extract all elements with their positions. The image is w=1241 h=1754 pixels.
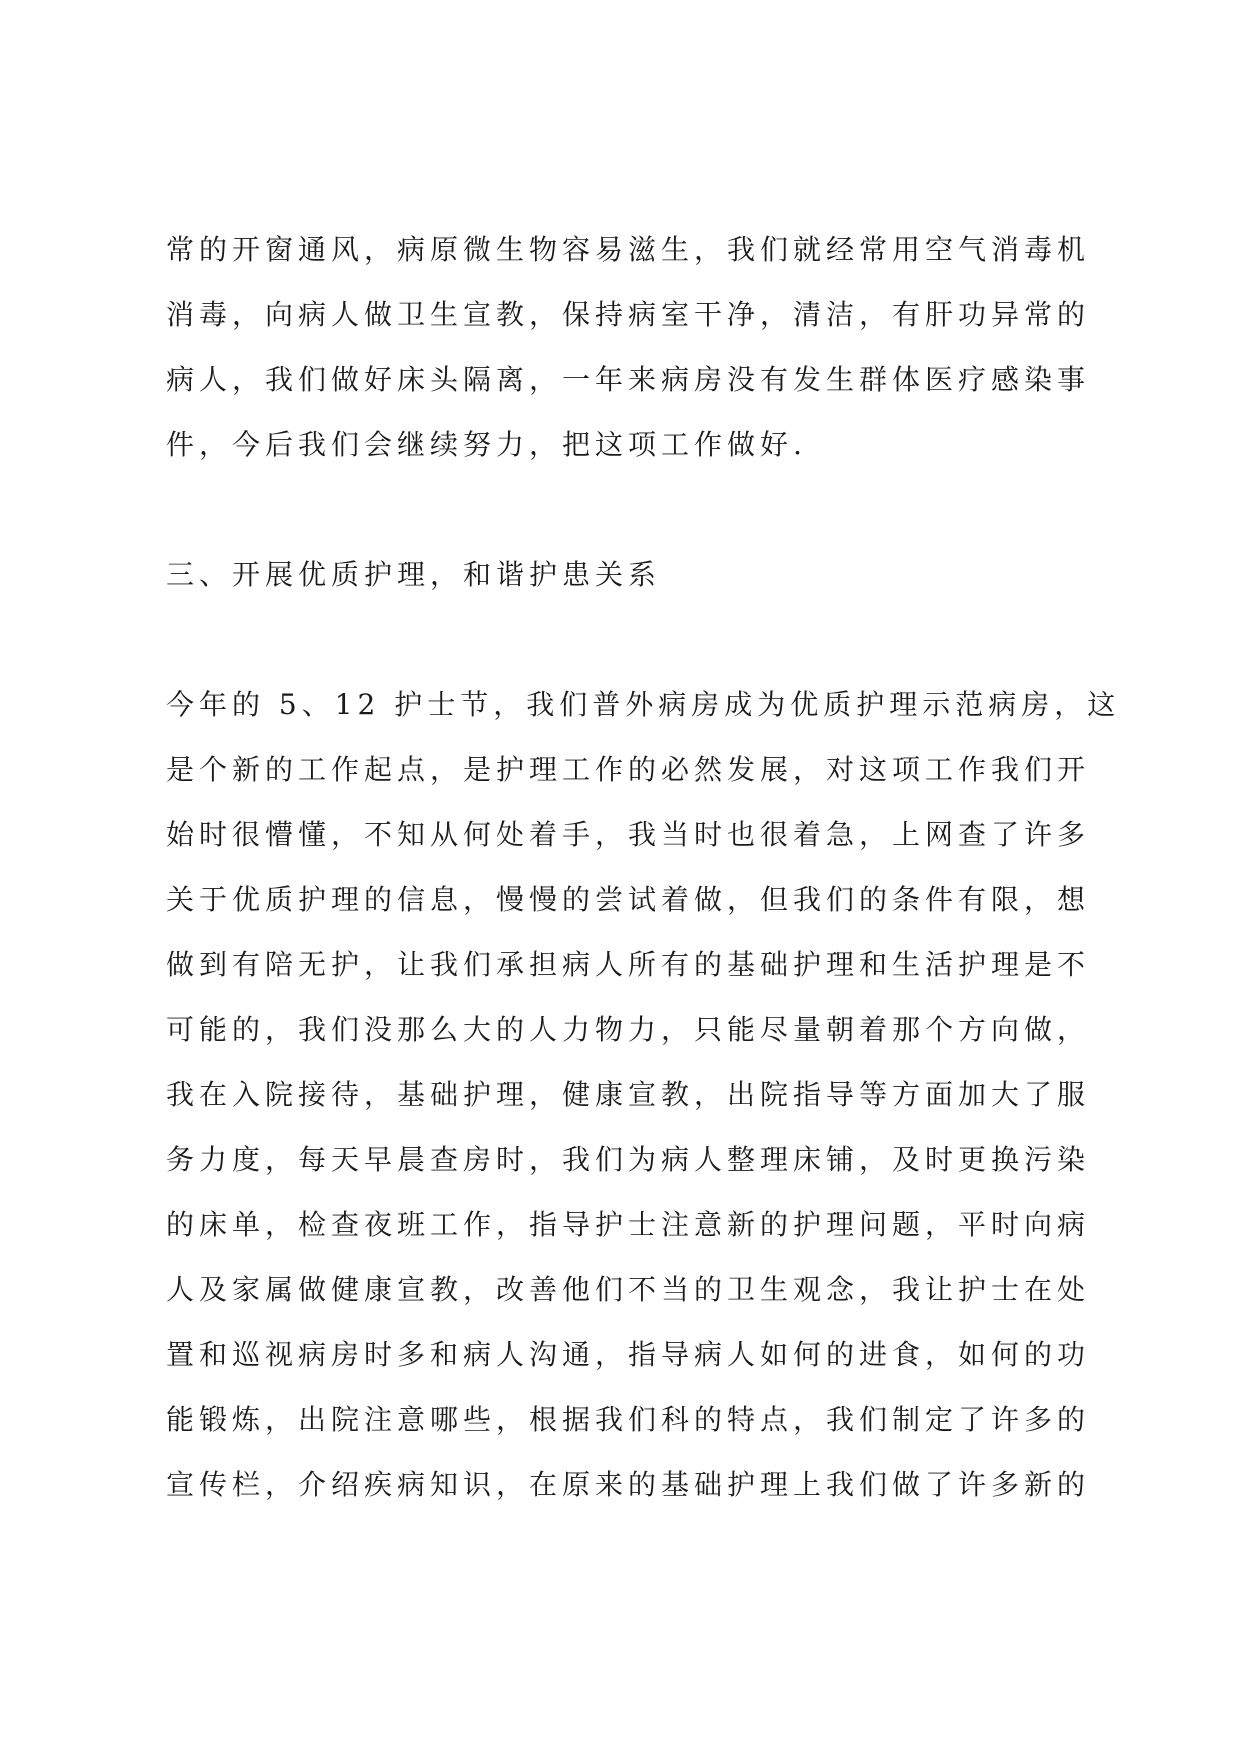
paragraph-line: 做到有陪无护，让我们承担病人所有的基础护理和生活护理是不 (166, 948, 1091, 981)
paragraph-line: 的床单，检查夜班工作，指导护士注意新的护理问题，平时向病 (166, 1208, 1091, 1241)
paragraph-line: 我在入院接待，基础护理，健康宣教，出院指导等方面加大了服 (166, 1078, 1091, 1111)
paragraph-line: 可能的，我们没那么大的人力物力，只能尽量朝着那个方向做， (166, 1013, 1091, 1046)
paragraph-line: 件，今后我们会继续努力，把这项工作做好. (166, 428, 807, 461)
paragraph-line: 人及家属做健康宣教，改善他们不当的卫生观念，我让护士在处 (166, 1273, 1091, 1306)
paragraph-line: 是个新的工作起点，是护理工作的必然发展，对这项工作我们开 (166, 753, 1091, 786)
paragraph-line: 能锻炼，出院注意哪些，根据我们科的特点，我们制定了许多的 (166, 1403, 1091, 1436)
paragraph-line: 关于优质护理的信息，慢慢的尝试着做，但我们的条件有限，想 (166, 883, 1091, 916)
paragraph-line: 病人，我们做好床头隔离，一年来病房没有发生群体医疗感染事 (166, 363, 1091, 396)
paragraph-line: 今年的 5、12 护士节，我们普外病房成为优质护理示范病房，这 (166, 688, 1121, 721)
paragraph-line: 宣传栏，介绍疾病知识，在原来的基础护理上我们做了许多新的 (166, 1468, 1091, 1501)
paragraph-line: 常的开窗通风，病原微生物容易滋生，我们就经常用空气消毒机 (166, 233, 1091, 266)
paragraph-line: 始时很懵懂，不知从何处着手，我当时也很着急，上网查了许多 (166, 818, 1091, 851)
paragraph-line: 务力度，每天早晨查房时，我们为病人整理床铺，及时更换污染 (166, 1143, 1091, 1176)
paragraph-line: 置和巡视病房时多和病人沟通，指导病人如何的进食，如何的功 (166, 1338, 1091, 1371)
paragraph-line: 消毒，向病人做卫生宣教，保持病室干净，清洁，有肝功异常的 (166, 298, 1091, 331)
section-heading: 三、开展优质护理，和谐护患关系 (166, 558, 662, 591)
